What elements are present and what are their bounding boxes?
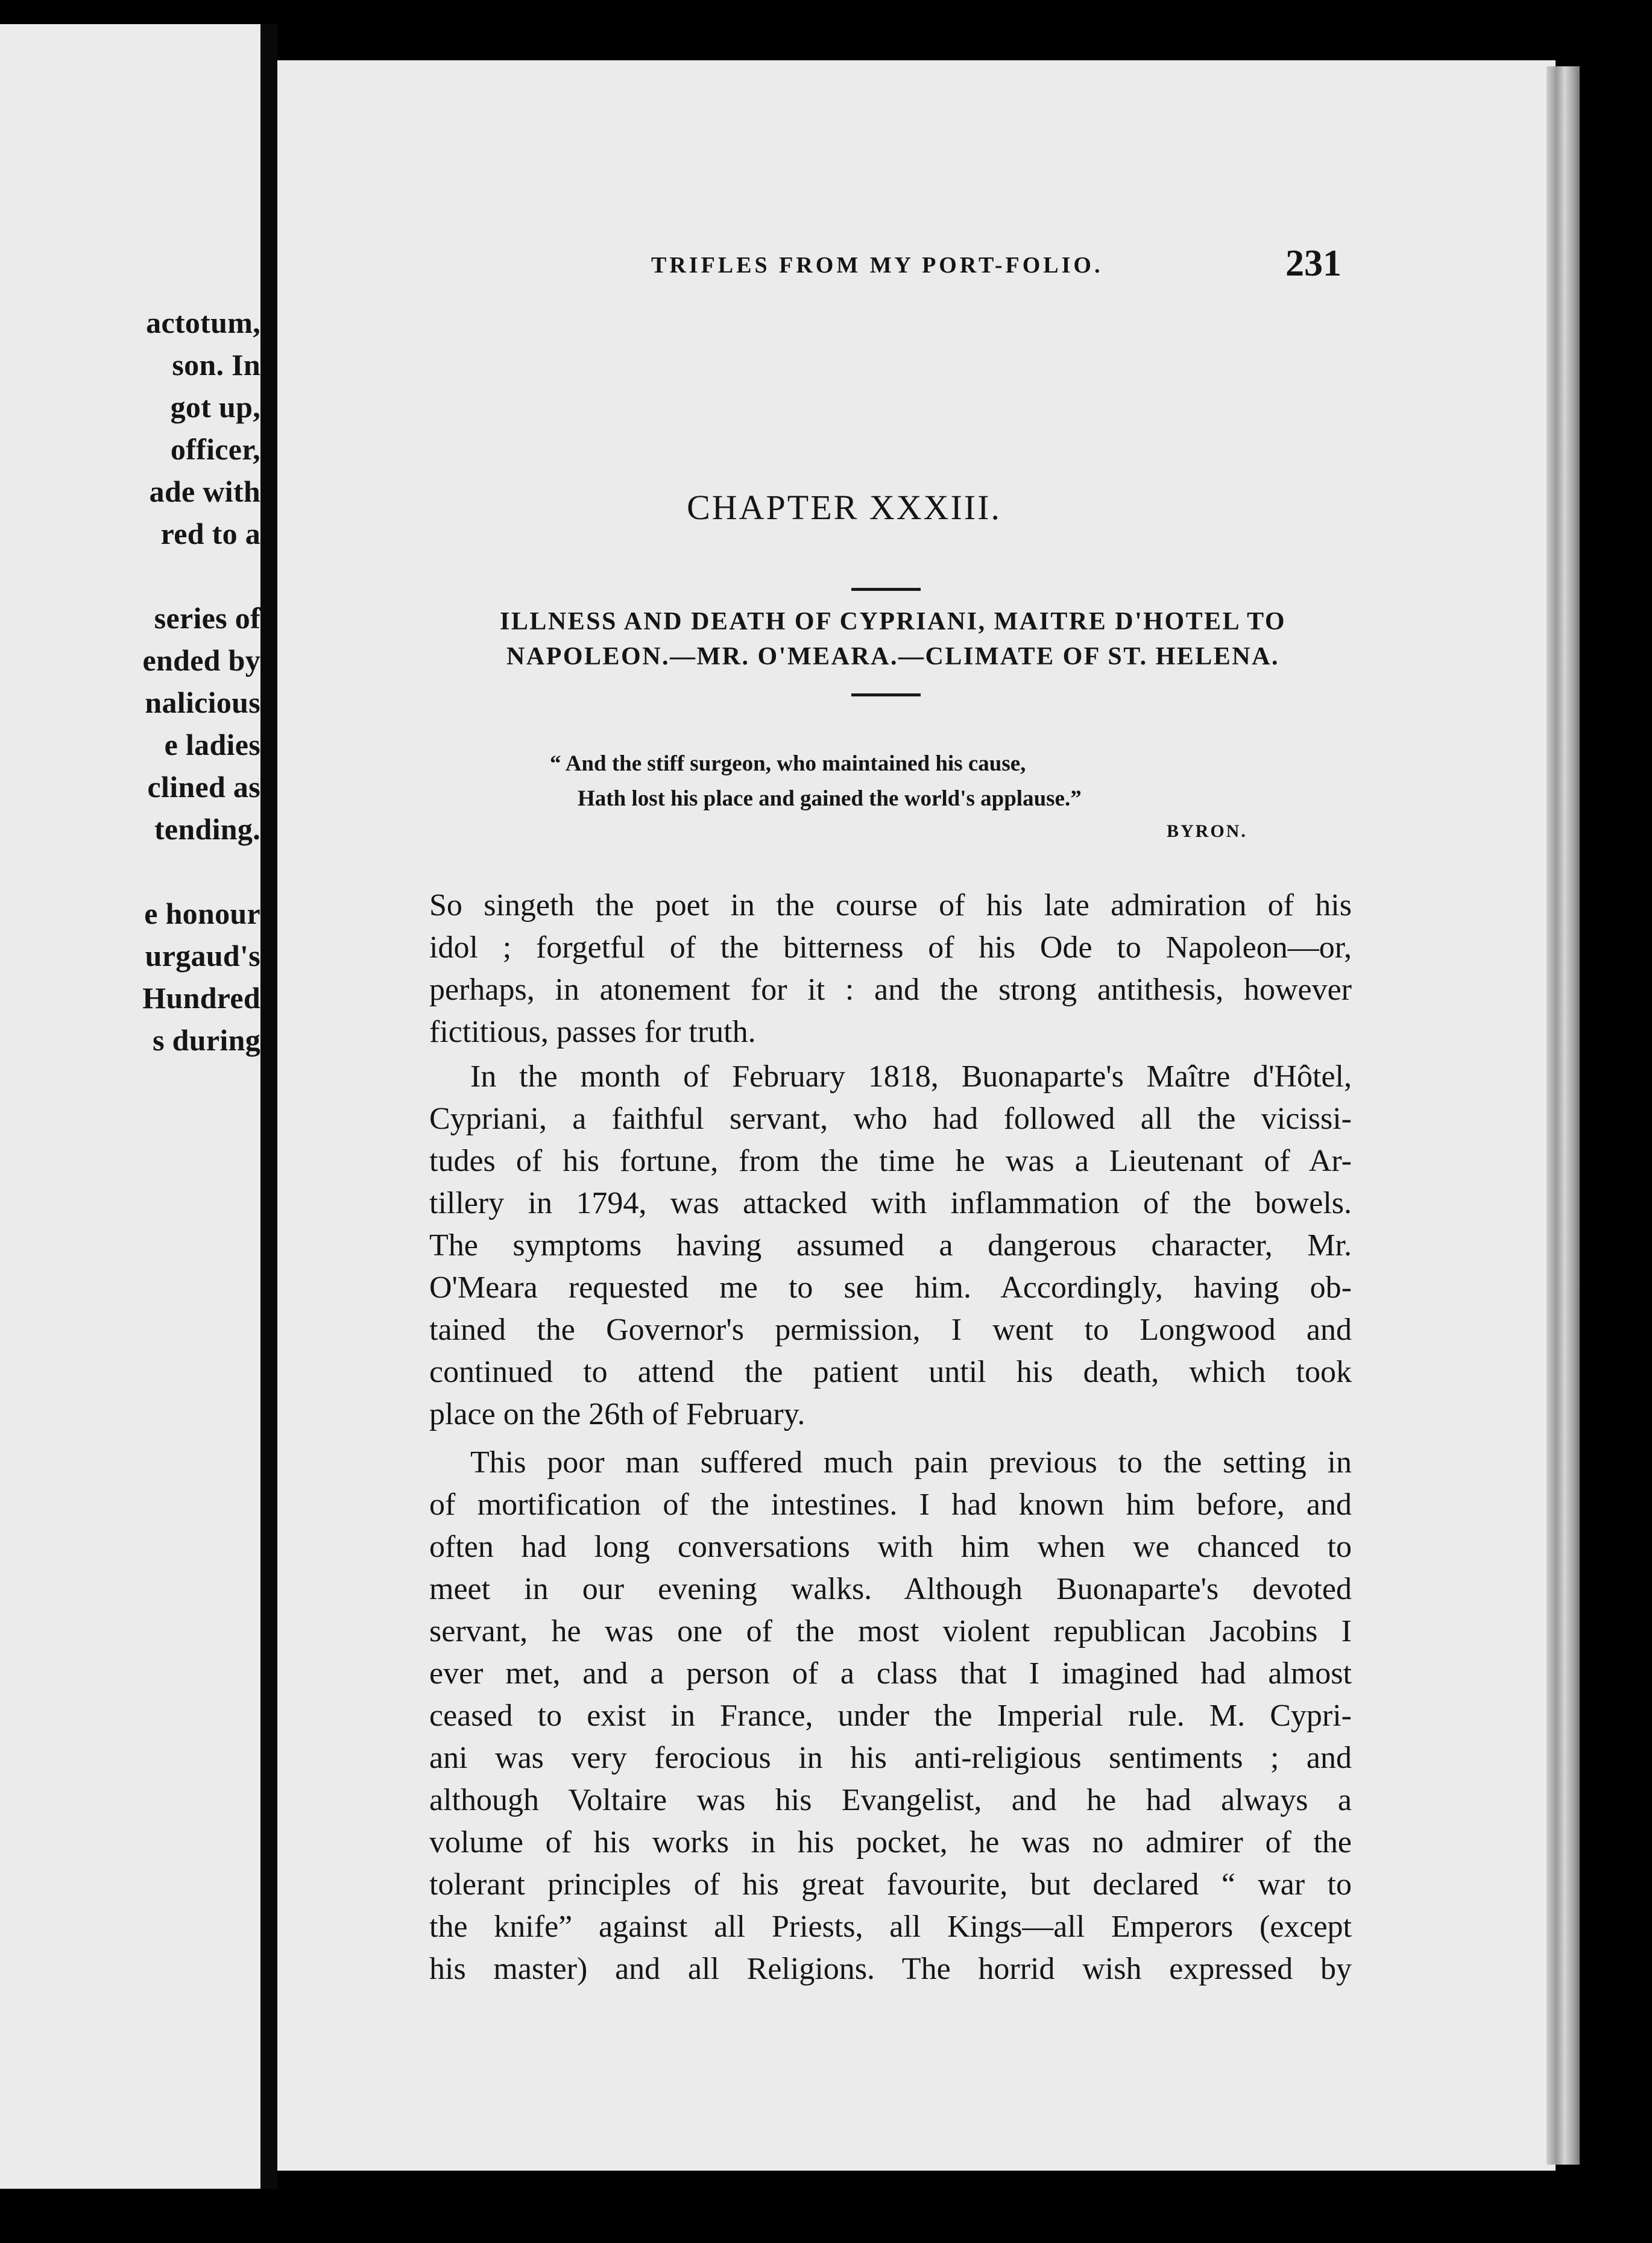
left-page-line: Hundred xyxy=(142,981,260,1015)
body-line: So singeth the poet in the course of his late admiration of his xyxy=(429,888,1352,923)
body-line: often had long conversations with him when we chanced to xyxy=(429,1530,1352,1564)
chapter-heading-line: NAPOLEON.—MR. O'MEARA.—CLIMATE OF ST. HELENA. xyxy=(506,643,1279,670)
body-line: volume of his works in his pocket, he was no admirer of the xyxy=(429,1825,1352,1860)
epigraph-author: BYRON. xyxy=(1167,821,1247,841)
body-line: Cypriani, a faithful servant, who had followed all the vicissi- xyxy=(429,1102,1352,1136)
body-line: meet in our evening walks. Although Buonaparte's devoted xyxy=(429,1572,1352,1606)
ornamental-rule-bottom xyxy=(851,693,921,696)
epigraph-line: Hath lost his place and gained the world's applause.” xyxy=(578,786,1082,811)
epigraph-line: “ And the stiff surgeon, who maintained his cause, xyxy=(550,751,1026,776)
left-page-line: nalicious xyxy=(145,686,260,719)
left-page-line: s during xyxy=(153,1023,260,1057)
left-page-line: red to a xyxy=(160,517,260,550)
body-line: his master) and all Religions. The horrid wish expressed by xyxy=(429,1952,1352,1986)
body-line: continued to attend the patient until his death, which took xyxy=(429,1355,1352,1389)
left-page-line: actotum, xyxy=(146,306,260,339)
book-gutter xyxy=(260,24,277,2189)
page-edge xyxy=(1546,66,1580,2165)
body-line: In the month of February 1818, Buonaparte's Maître d'Hôtel, xyxy=(470,1059,1352,1094)
ornamental-rule-top xyxy=(851,588,921,591)
body-line: of mortification of the intestines. I had known him before, and xyxy=(429,1487,1352,1522)
body-line: tillery in 1794, was attacked with inflammation of the bowels. xyxy=(429,1186,1352,1220)
body-line: tudes of his fortune, from the time he was a Lieutenant of Ar- xyxy=(429,1144,1352,1178)
body-line: ceased to exist in France, under the Imperial rule. M. Cypri- xyxy=(429,1699,1352,1733)
body-line: tolerant principles of his great favourite, but declared “ war to xyxy=(429,1867,1352,1902)
left-page-line: series of xyxy=(154,601,260,635)
left-page-line: son. In xyxy=(172,348,260,382)
page-number: 231 xyxy=(1285,243,1341,284)
body-line: although Voltaire was his Evangelist, and he had always a xyxy=(429,1783,1352,1817)
body-line: place on the 26th of February. xyxy=(429,1397,806,1431)
body-line: O'Meara requested me to see him. Accordingly, having ob- xyxy=(429,1270,1352,1305)
body-line: The symptoms having assumed a dangerous character, Mr. xyxy=(429,1228,1352,1263)
body-line: ani was very ferocious in his anti-religious sentiments ; and xyxy=(429,1741,1352,1775)
left-page-fragment xyxy=(0,24,260,2189)
chapter-heading-line: ILLNESS AND DEATH OF CYPRIANI, MAITRE D'HOTEL TO xyxy=(499,608,1287,636)
left-page-line: got up, xyxy=(170,390,260,424)
left-page-line: e ladies xyxy=(164,728,260,762)
body-line: tained the Governor's permission, I went to Longwood and xyxy=(429,1313,1352,1347)
body-line: servant, he was one of the most violent republican Jacobins I xyxy=(429,1614,1352,1648)
chapter-title: CHAPTER XXXIII. xyxy=(687,488,1001,527)
body-line: ever met, and a person of a class that I imagined had almost xyxy=(429,1656,1352,1691)
body-line: idol ; forgetful of the bitterness of his Ode to Napoleon—or, xyxy=(429,930,1352,965)
left-page-line: e honour xyxy=(144,897,260,930)
left-page-line: ended by xyxy=(142,643,260,677)
left-page-line: clined as xyxy=(147,770,260,804)
left-page-line: ade with xyxy=(149,475,260,508)
left-page-line: tending. xyxy=(154,812,260,846)
left-page-line: urgaud's xyxy=(145,939,260,973)
body-line: This poor man suffered much pain previous to the setting in xyxy=(470,1445,1352,1480)
body-line: fictitious, passes for truth. xyxy=(429,1015,756,1049)
left-page-line: officer, xyxy=(170,432,260,466)
running-head: TRIFLES FROM MY PORT-FOLIO. xyxy=(651,253,1103,278)
body-line: the knife” against all Priests, all Kings—all Emperors (except xyxy=(429,1910,1352,1944)
body-line: perhaps, in atonement for it : and the strong antithesis, however xyxy=(429,973,1352,1007)
